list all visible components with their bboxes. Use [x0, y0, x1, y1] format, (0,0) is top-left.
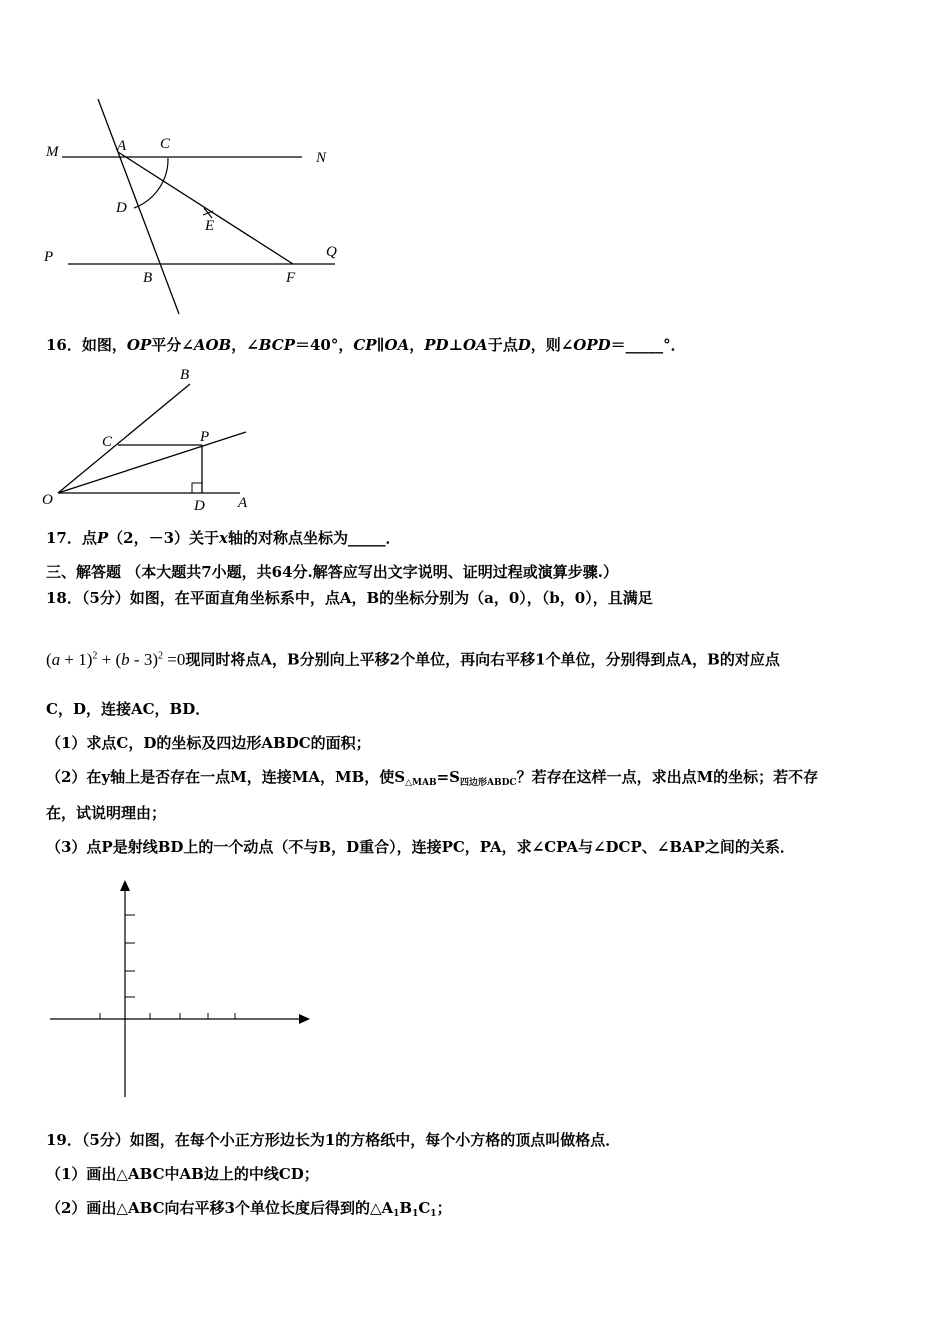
label-f: F — [286, 270, 296, 286]
formula-part: - 3) — [129, 649, 158, 669]
label-o: O — [42, 492, 53, 508]
formula-exponent: 2 — [158, 650, 163, 661]
q16-oa: OA — [462, 336, 488, 354]
y-axis-arrow — [120, 880, 130, 891]
label-c: C — [102, 434, 113, 450]
q16-text: ＝_____°． — [610, 336, 686, 354]
label-d: D — [116, 200, 127, 216]
question-16 — [46, 335, 686, 355]
q16-text: ，∠ — [231, 336, 259, 354]
label-b: B — [143, 270, 153, 286]
label-a: A — [117, 138, 127, 154]
q19-text: ； — [436, 1199, 452, 1217]
question-18-sub-2 — [46, 767, 818, 793]
section-3-header: 三、解答题 （本大题共7小题，共64分.解答应写出文字说明、证明过程或演算步骤.） — [46, 563, 618, 581]
q19-subscript: 1 — [412, 1209, 419, 1219]
question-18-sub-2-cont: 在，试说明理由； — [46, 804, 167, 822]
q16-text: ∥ — [376, 336, 385, 354]
question-19-sub-2 — [46, 1198, 452, 1224]
ray-op — [58, 432, 246, 493]
label-p: P — [44, 249, 54, 265]
q16-d: D — [517, 336, 531, 354]
x-axis-arrow — [299, 1014, 310, 1024]
label-n: N — [316, 150, 327, 166]
formula-part: + ( — [97, 649, 122, 669]
formula-condition — [46, 650, 185, 669]
formula-a: a — [51, 649, 61, 669]
formula-exponent: 2 — [92, 650, 98, 661]
label-e: E — [205, 218, 215, 234]
q16-op: OP — [126, 336, 152, 354]
ray-ob — [58, 384, 190, 493]
q16-text: ， — [409, 336, 425, 354]
q16-bcp: BCP — [258, 336, 295, 354]
q18-text: ？若存在这样一点，求出点M的坐标；若不存 — [516, 768, 819, 786]
label-d: D — [194, 498, 205, 514]
question-18-line-2 — [46, 643, 780, 673]
q17-text: 轴的对称点坐标为_____． — [228, 529, 401, 547]
question-18-sub-3: （3）点P是射线BD上的一个动点（不与B，D重合），连接PC，PA，求∠CPA与∠DCP、∠BAP之间的关系． — [46, 838, 795, 856]
q19-text: C — [418, 1199, 431, 1217]
label-a: A — [238, 495, 248, 511]
q18-text: =S — [436, 768, 461, 786]
formula-part: + 1) — [60, 649, 93, 669]
figure-angle-bisector — [40, 362, 260, 517]
q18-text: 现同时将点A，B分别向上平移2个单位，再向右平移1个单位，分别得到点A，B的对应点 — [185, 650, 780, 669]
question-18-sub-1: （1）求点C，D的坐标及四边形ABDC的面积； — [46, 734, 371, 752]
q18-subscript: △MAB — [405, 778, 437, 788]
q16-text: ⊥ — [448, 336, 463, 354]
question-19-sub-1: （1）画出△ABC中AB边上的中线CD； — [46, 1165, 319, 1183]
q16-number: 16． — [46, 336, 82, 354]
question-18-line-1: 18．（5分）如图，在平面直角坐标系中，点A，B的坐标分别为（a，0），（b，0），且满足 — [46, 589, 653, 607]
question-17 — [46, 528, 401, 548]
q19-subscript: 1 — [430, 1209, 437, 1219]
q16-text: ，则∠ — [530, 336, 574, 354]
q16-cp: CP — [353, 336, 377, 354]
q16-text: 如图， — [81, 336, 127, 354]
figure-parallel-lines-mn-pq — [40, 92, 360, 322]
formula-part: ( — [46, 649, 52, 669]
formula-part: =0 — [163, 649, 186, 669]
question-18-line-3: C，D，连接AC，BD． — [46, 700, 211, 718]
q16-text: 平分∠ — [151, 336, 194, 354]
q16-text: 于点 — [487, 336, 518, 354]
q19-text: （2）画出△ABC向右平移3个单位长度后得到的△A — [46, 1199, 394, 1217]
figure-coordinate-axes — [46, 875, 321, 1105]
label-p: P — [200, 429, 210, 445]
q18-subscript: 四边形ABDC — [460, 778, 517, 788]
q18-text: （2）在y轴上是否存在一点M，连接MA，MB，使S — [46, 768, 406, 786]
q17-text: 点 — [81, 529, 97, 547]
line-af — [118, 152, 293, 264]
q19-subscript: 1 — [393, 1209, 400, 1219]
q16-opd: OPD — [573, 336, 611, 354]
label-m: M — [46, 144, 59, 160]
q17-x: x — [219, 529, 228, 547]
q16-pd: PD — [424, 336, 449, 354]
label-b: B — [180, 367, 190, 383]
q17-point-p: P — [96, 529, 109, 547]
right-angle-mark — [192, 483, 202, 493]
q16-text: ＝40°， — [294, 336, 354, 354]
question-19-line-1: 19．（5分）如图，在每个小正方形边长为1的方格纸中，每个小方格的顶点叫做格点． — [46, 1131, 621, 1149]
q19-text: B — [399, 1199, 413, 1217]
label-q: Q — [326, 244, 337, 260]
q16-aob: AOB — [193, 336, 232, 354]
label-c: C — [160, 136, 171, 152]
q17-number: 17． — [46, 529, 82, 547]
formula-b: b — [121, 649, 130, 669]
q17-text: （2，－3）关于 — [108, 529, 220, 547]
q16-oa: OA — [384, 336, 410, 354]
